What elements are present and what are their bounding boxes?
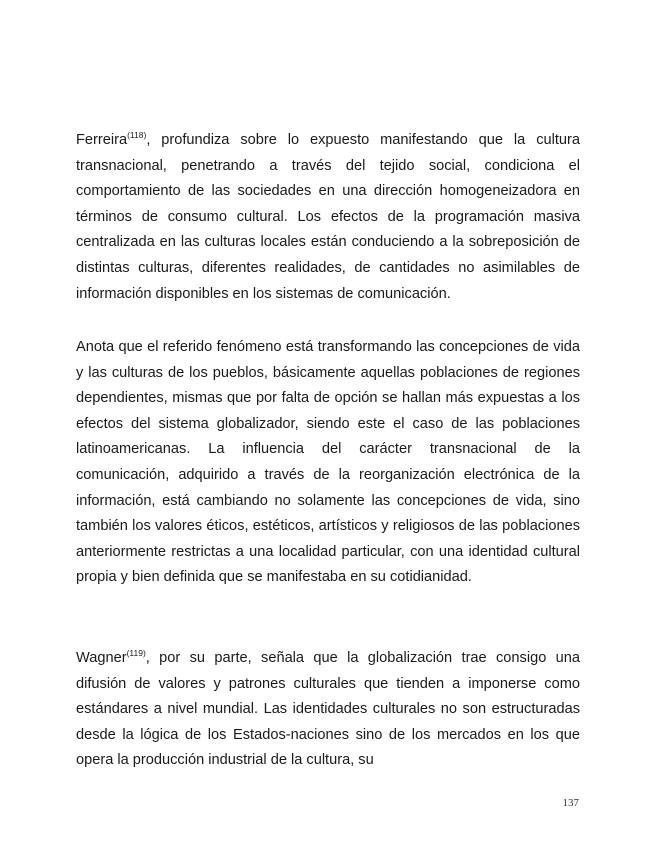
paragraph-wagner	[76, 646, 580, 774]
author-name: Ferreira	[76, 132, 128, 148]
author-name: Wagner	[76, 650, 127, 666]
page-number: 137	[562, 797, 579, 809]
paragraph-text: Anota que el referido fenómeno está transformando las concepciones de vida y las culturas de los pueblos, básicamente aquellas poblaciones de regiones dependientes, mismas que por falta de opción se hallan más expuestas a los efectos del sistema globalizador, siendo este el caso de las poblaciones latinoamericanas. La influencia del carácter transnacional de la comunicación, adquirido a través de la reorganización electrónica de la información, está cambiando no solamente las concepciones de vida, sino también los valores éticos, estéticos, artísticos y religiosos de las poblaciones anteriormente restrictas a una localidad particular, con una identidad cultural propia y bien definida que se manifestaba en su cotidianidad.	[76, 339, 580, 586]
footnote-reference[interactable]: (119)	[126, 648, 146, 658]
paragraph-anota	[76, 335, 580, 591]
paragraph-ferreira	[76, 128, 580, 307]
paragraph-text: , por su parte, señala que la globalización trae consigo una difusión de valores y patrones culturales que tienden a imponerse como estándares a nivel mundial. Las identidades culturales no son estructuradas desde la lógica de los Estados-naciones sino de los mercados en los que opera la producción industrial de la cultura, su	[76, 650, 580, 769]
footnote-reference[interactable]: (118)	[127, 130, 147, 140]
paragraph-text: , profundiza sobre lo expuesto manifestando que la cultura transnacional, penetrando a través del tejido social, condiciona el comportamiento de las sociedades en una dirección homogeneizadora en términos de consumo cultural. Los efectos de la programación masiva centralizada en las culturas locales están conduciendo a la sobreposición de distintas culturas, diferentes realidades, de cantidades no asimilables de información disponibles en los sistemas de comunicación.	[76, 132, 580, 302]
